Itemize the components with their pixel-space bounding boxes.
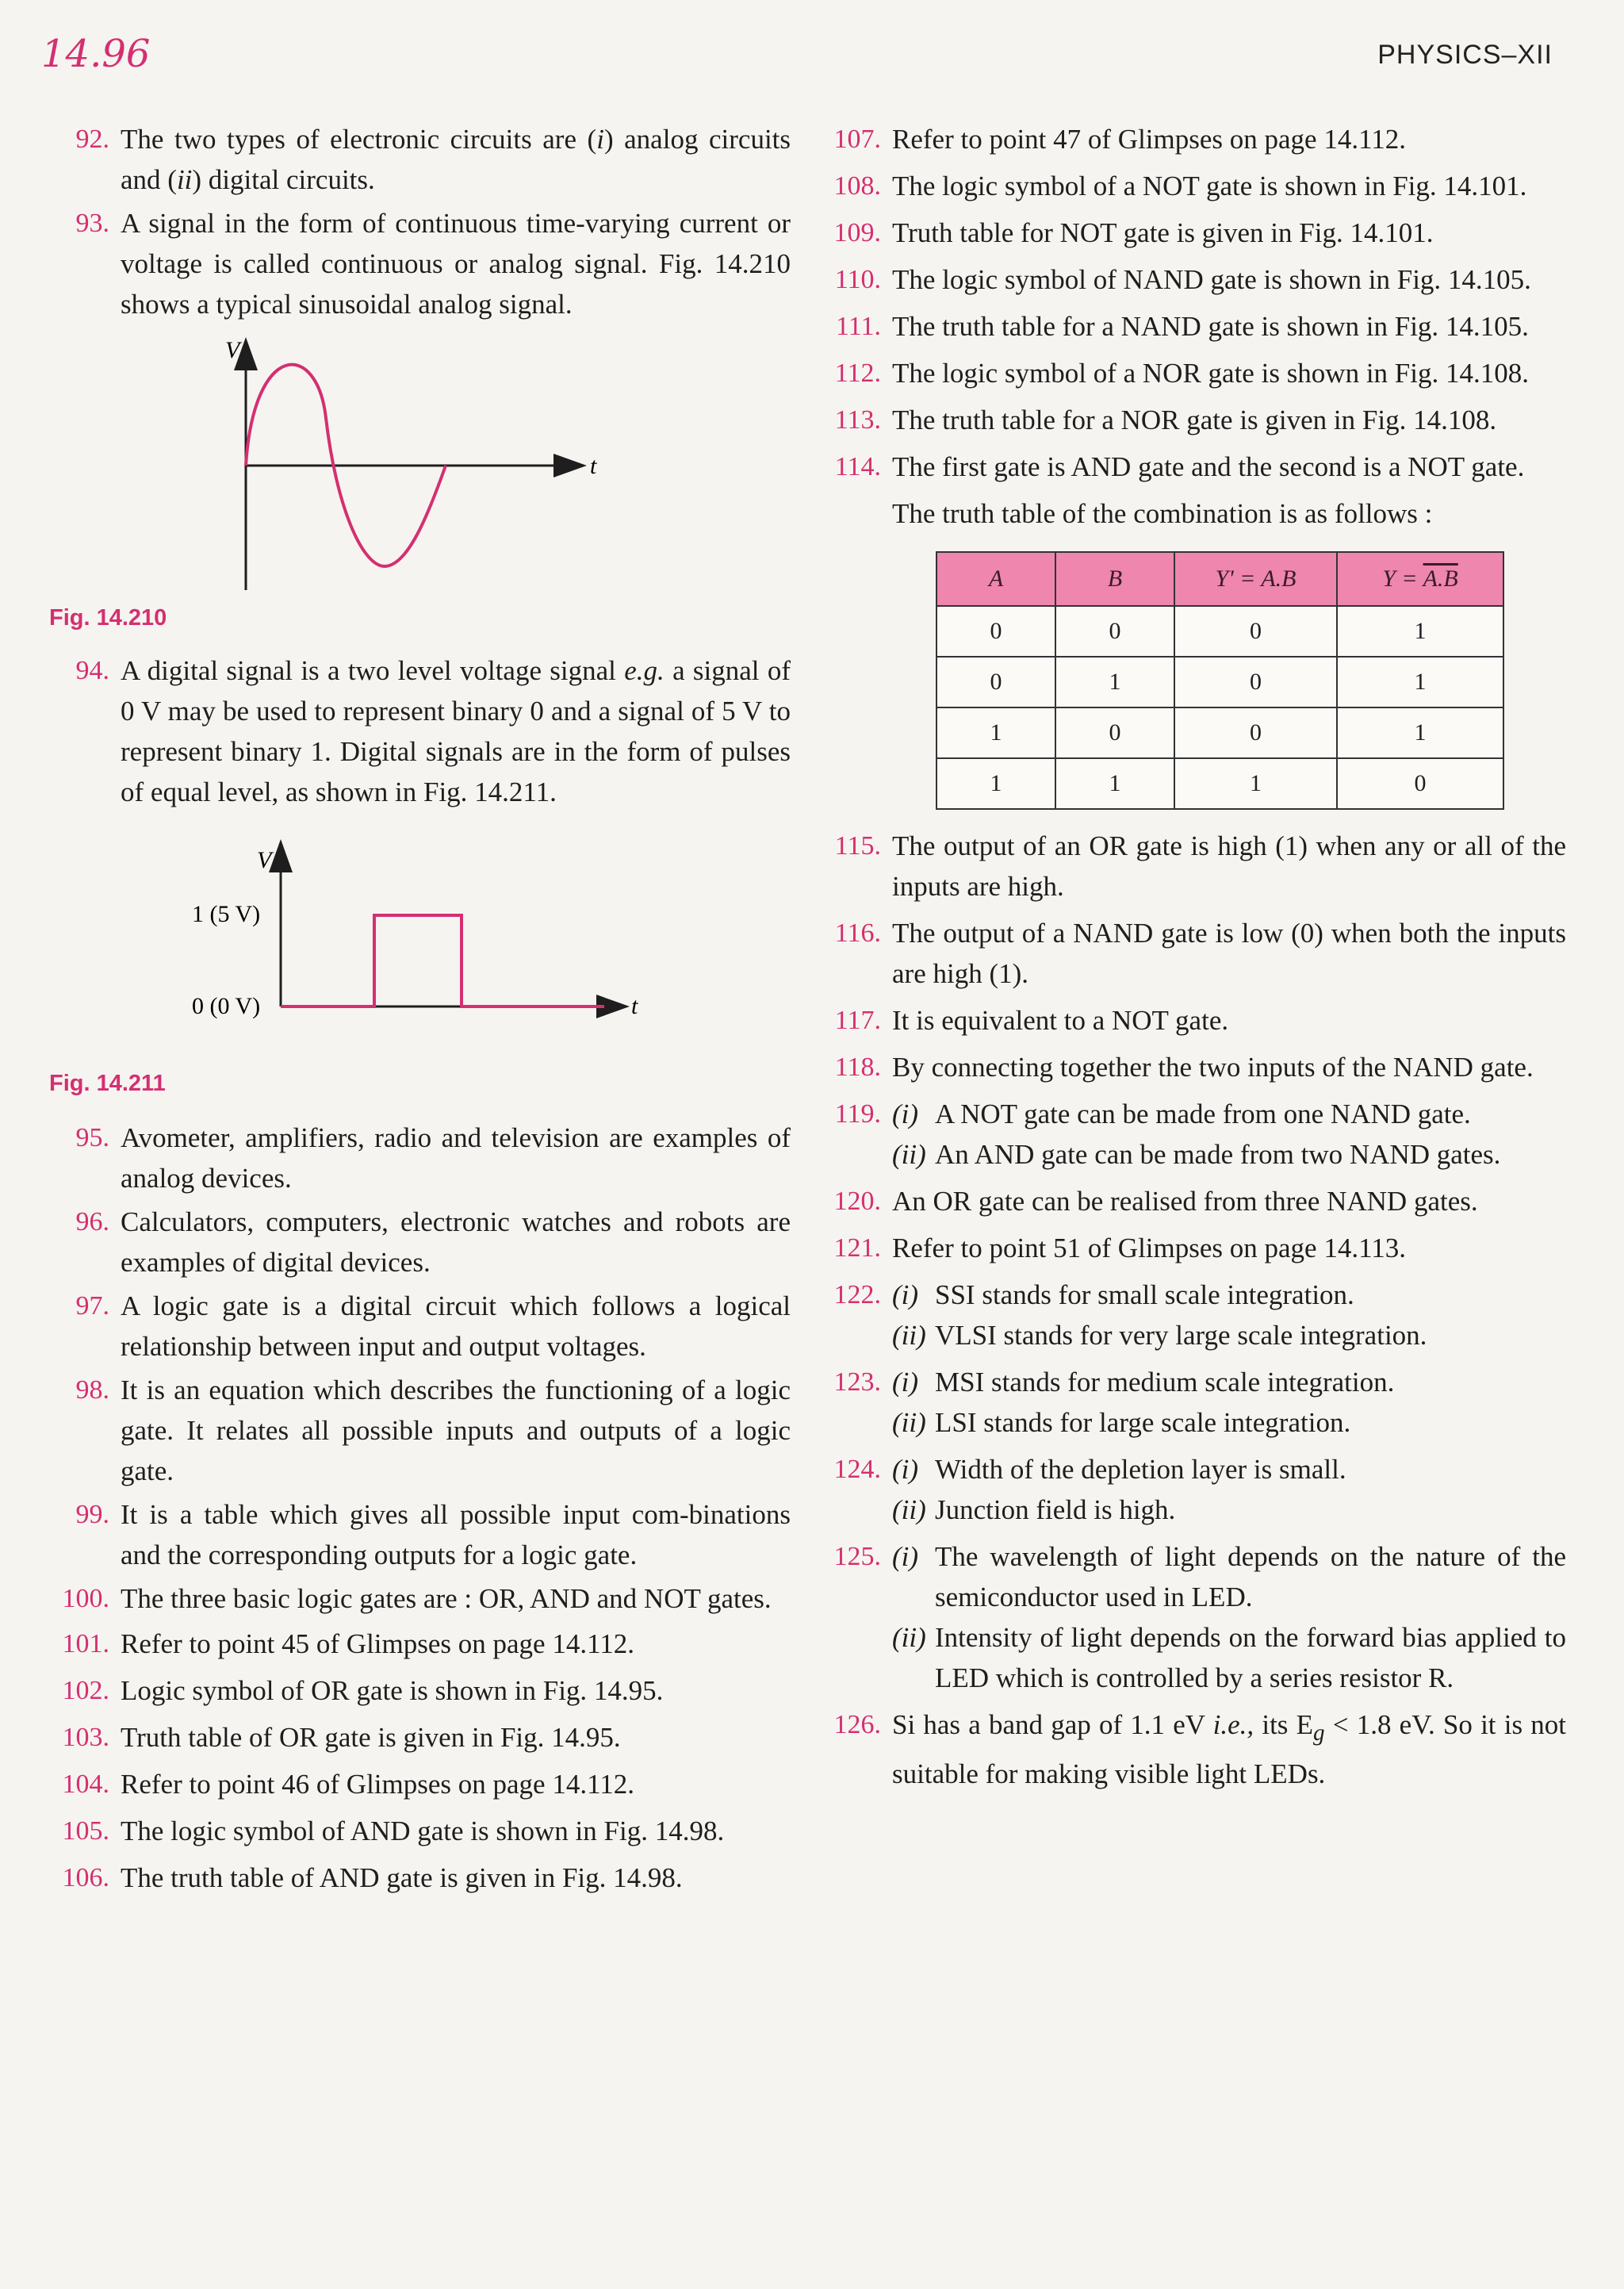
table-cell: 0 <box>936 606 1055 657</box>
item-number: 117. <box>834 1006 881 1035</box>
answer-113 <box>821 400 1566 440</box>
sinusoid-graph <box>49 324 791 610</box>
item-number: 112. <box>834 358 881 388</box>
answer-126 <box>821 1704 1566 1794</box>
item-number: 104. <box>62 1769 109 1799</box>
table-cell: 0 <box>1055 707 1174 758</box>
answer-99 <box>49 1494 791 1575</box>
answer-120 <box>821 1181 1566 1221</box>
table-cell: 0 <box>1174 606 1337 657</box>
table-header-row <box>936 552 1503 606</box>
item-text: Truth table for NOT gate is given in Fig. 14.101. <box>892 217 1434 248</box>
table-row <box>936 758 1503 809</box>
item-number: 111. <box>836 312 881 341</box>
pulse-signal <box>281 915 604 1006</box>
item-text: The logic symbol of NAND gate is shown in Fig. 14.105. <box>892 264 1531 295</box>
item-number: 125. <box>833 1542 881 1571</box>
column-header: Y = A.B <box>1337 552 1503 606</box>
item-number: 94. <box>75 656 109 685</box>
answer-98 <box>49 1370 791 1491</box>
answer-123 <box>821 1362 1566 1443</box>
item-text: The truth table for a NOR gate is given in Fig. 14.108. <box>892 405 1497 435</box>
item-text: Refer to point 46 of Glimpses on page 14.112. <box>121 1769 635 1800</box>
answer-119 <box>821 1094 1566 1175</box>
item-number: 96. <box>75 1207 109 1237</box>
item-number: 98. <box>75 1375 109 1405</box>
item-text: The logic symbol of a NOR gate is shown in Fig. 14.108. <box>892 358 1530 389</box>
x-axis-label: t <box>590 453 597 479</box>
item-number: 113. <box>834 405 881 435</box>
answer-100 <box>49 1578 791 1619</box>
item-text: (i) A NOT gate can be made from one NAND gate. (ii) An AND gate can be made from two NAND gates. <box>892 1098 1501 1170</box>
item-number: 108. <box>833 171 881 201</box>
item-text: By connecting together the two inputs of the NAND gate. <box>892 1052 1534 1083</box>
item-number: 99. <box>75 1500 109 1529</box>
item-text: Refer to point 47 of Glimpses on page 14.112. <box>892 124 1407 155</box>
item-text: The truth table for a NAND gate is shown in Fig. 14.105. <box>892 311 1529 342</box>
item-number: 93. <box>75 209 109 238</box>
item-number: 92. <box>75 125 109 154</box>
item-text: The two types of electronic circuits are (i) analog circuits and (ii) digital circuits. <box>121 124 791 195</box>
table-cell: 1 <box>936 758 1055 809</box>
table-cell: 0 <box>1174 657 1337 707</box>
item-number: 110. <box>834 265 881 294</box>
table-cell: 1 <box>936 707 1055 758</box>
item-text: A signal in the form of continuous time-varying current or voltage is called continuous or analog signal. Fig. 14.210 shows a typical sinusoidal analog signal. <box>121 208 791 320</box>
answer-124 <box>821 1449 1566 1530</box>
right-column <box>821 119 1566 1794</box>
x-axis-label: t <box>631 993 638 1019</box>
table-row <box>936 657 1503 707</box>
table-cell: 0 <box>1337 758 1503 809</box>
left-column <box>49 119 791 1898</box>
item-number: 121. <box>833 1233 881 1263</box>
item-text: The output of an OR gate is high (1) when any or all of the inputs are high. <box>892 830 1566 902</box>
item-number: 100. <box>62 1584 109 1613</box>
y-axis-label: V <box>225 337 240 363</box>
item-text: The three basic logic gates are : OR, AND and NOT gates. <box>121 1583 772 1614</box>
item-number: 106. <box>62 1863 109 1892</box>
item-text: Refer to point 45 of Glimpses on page 14.112. <box>121 1628 635 1659</box>
overline-term: A.B <box>1423 566 1458 592</box>
answer-117 <box>821 1000 1566 1041</box>
table-cell: 0 <box>1055 606 1174 657</box>
answer-118 <box>821 1047 1566 1087</box>
answer-93 <box>49 203 791 324</box>
answer-108 <box>821 166 1566 206</box>
y-axis-label: V <box>257 847 272 873</box>
answer-92 <box>49 119 791 200</box>
answer-94 <box>49 650 791 812</box>
item-text: An OR gate can be realised from three NAND gates. <box>892 1186 1478 1217</box>
item-number: 122. <box>833 1280 881 1309</box>
answer-121 <box>821 1228 1566 1268</box>
item-text: (i) The wavelength of light depends on the nature of the semiconductor used in LED. (ii) Intensity of light depends on the forward bias applied to LED which is controlled by a series resistor R. <box>892 1541 1566 1693</box>
high-level-label: 1 (5 V) <box>192 901 261 927</box>
item-text: A digital signal is a two level voltage signal e.g. a signal of 0 V may be used to represent binary 0 and a signal of 5 V to represent binary 1. Digital signals are in the form of pulses of equal level, as shown in Fig. 14.211. <box>121 655 791 807</box>
item-number: 123. <box>833 1367 881 1397</box>
table-cell: 0 <box>936 657 1055 707</box>
answer-110 <box>821 259 1566 300</box>
answer-103 <box>49 1717 791 1758</box>
item-number: 126. <box>833 1710 881 1739</box>
answer-111 <box>821 306 1566 347</box>
item-text: Avometer, amplifiers, radio and television are examples of analog devices. <box>121 1122 791 1194</box>
answer-114 <box>821 447 1566 534</box>
item-text: (i) MSI stands for medium scale integration. (ii) LSI stands for large scale integration. <box>892 1367 1395 1438</box>
item-number: 116. <box>834 918 881 948</box>
answer-122 <box>821 1275 1566 1355</box>
book-title: PHYSICS–XII <box>1377 40 1553 70</box>
item-number: 103. <box>62 1723 109 1752</box>
digital-pulse-graph <box>49 812 791 1074</box>
item-text: Refer to point 51 of Glimpses on page 14.113. <box>892 1233 1407 1263</box>
answer-97 <box>49 1286 791 1367</box>
item-number: 95. <box>75 1123 109 1152</box>
answer-115 <box>821 826 1566 907</box>
item-text: A logic gate is a digital circuit which follows a logical relationship between input and output voltages. <box>121 1290 791 1362</box>
column-header: A <box>936 552 1055 606</box>
item-text: The logic symbol of a NOT gate is shown in Fig. 14.101. <box>892 171 1527 201</box>
answer-96 <box>49 1202 791 1283</box>
figure-caption-14-211: Fig. 14.211 <box>49 1071 166 1096</box>
table-row <box>936 606 1503 657</box>
answer-106 <box>49 1858 791 1898</box>
answer-102 <box>49 1670 791 1711</box>
table-cell: 0 <box>1174 707 1337 758</box>
item-text: It is a table which gives all possible input com-binations and the corresponding outputs for a logic gate. <box>121 1499 791 1570</box>
column-header: B <box>1055 552 1174 606</box>
item-number: 109. <box>833 218 881 247</box>
table-row <box>936 707 1503 758</box>
item-number: 114. <box>834 452 881 481</box>
column-header: Y' = A.B <box>1174 552 1337 606</box>
answer-105 <box>49 1811 791 1851</box>
page-number: 14.96 <box>41 32 151 76</box>
item-text: Truth table of OR gate is given in Fig. 14.95. <box>121 1722 621 1753</box>
answer-95 <box>49 1118 791 1198</box>
low-level-label: 0 (0 V) <box>192 993 261 1019</box>
answer-109 <box>821 213 1566 253</box>
table-cell: 1 <box>1055 758 1174 809</box>
table-cell: 1 <box>1337 606 1503 657</box>
truth-table <box>936 551 1504 810</box>
item-number: 101. <box>62 1629 109 1658</box>
table-cell: 1 <box>1055 657 1174 707</box>
item-text: The logic symbol of AND gate is shown in Fig. 14.98. <box>121 1815 725 1846</box>
item-text: (i) Width of the depletion layer is small. (ii) Junction field is high. <box>892 1454 1346 1525</box>
answer-116 <box>821 913 1566 994</box>
item-text: It is an equation which describes the functioning of a logic gate. It relates all possible inputs and outputs of a logic gate. <box>121 1375 791 1486</box>
answer-112 <box>821 353 1566 393</box>
item-text: Si has a band gap of 1.1 eV i.e., its $E_g < 1.8$ eV. So it is not suitable for making visible light LEDs. <box>892 1709 1566 1789</box>
answer-101 <box>49 1624 791 1664</box>
item-text: The first gate is AND gate and the second is a NOT gate. The truth table of the combination is as follows : <box>892 451 1525 529</box>
table-cell: 1 <box>1174 758 1337 809</box>
item-text: Logic symbol of OR gate is shown in Fig. 14.95. <box>121 1675 664 1706</box>
item-number: 105. <box>62 1816 109 1846</box>
table-cell: 1 <box>1337 657 1503 707</box>
answer-107 <box>821 119 1566 159</box>
item-text: It is equivalent to a NOT gate. <box>892 1005 1229 1036</box>
item-text: (i) SSI stands for small scale integration. (ii) VLSI stands for very large scale integration. <box>892 1279 1427 1351</box>
answer-104 <box>49 1764 791 1804</box>
figure-caption-14-210: Fig. 14.210 <box>49 605 167 631</box>
item-number: 124. <box>833 1455 881 1484</box>
item-number: 118. <box>834 1052 881 1082</box>
item-text: The output of a NAND gate is low (0) when both the inputs are high (1). <box>892 918 1566 989</box>
item-text: Calculators, computers, electronic watches and robots are examples of digital devices. <box>121 1206 791 1278</box>
item-number: 115. <box>834 831 881 861</box>
answer-125 <box>821 1536 1566 1698</box>
item-number: 97. <box>75 1291 109 1321</box>
item-text: The truth table of AND gate is given in Fig. 14.98. <box>121 1862 683 1893</box>
item-number: 102. <box>62 1676 109 1705</box>
item-number: 120. <box>833 1187 881 1216</box>
table-cell: 1 <box>1337 707 1503 758</box>
item-number: 107. <box>833 125 881 154</box>
item-number: 119. <box>834 1099 881 1129</box>
